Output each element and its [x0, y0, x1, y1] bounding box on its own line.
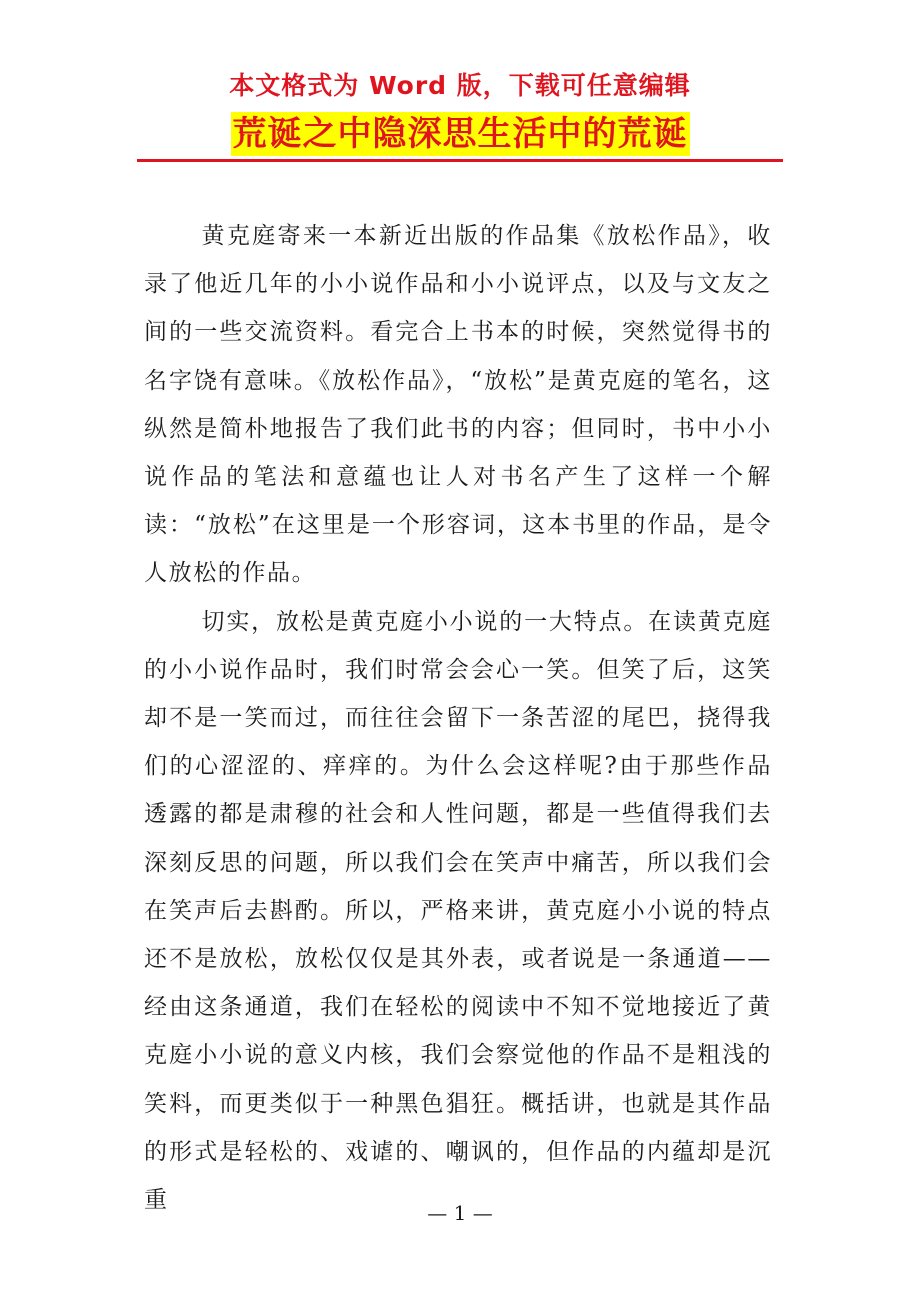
document-title: 荒诞之中隐深思生活中的荒诞: [232, 114, 688, 154]
document-body: [144, 212, 772, 1224]
body-paragraph-2: 切实，放松是黄克庭小小说的一大特点。在读黄克庭的小小说作品时，我们时常会会心一笑。但笑了后，这笑却不是一笑而过，而往往会留下一条苦涩的尾巴，挠得我们的心涩涩的、痒痒的。为什么会这样呢?由于那些作品透露的都是肃穆的社会和人性问题，都是一些值得我们去深刻反思的问题，所以我们会在笑声中痛苦，所以我们会在笑声后去斟酌。所以，严格来讲，黄克庭小小说的特点还不是放松，放松仅仅是其外表，或者说是一条通道——经由这条通道，我们在轻松的阅读中不知不觉地接近了黄克庭小小说的意义内核，我们会察觉他的作品不是粗浅的笑料，而更类似于一种黑色猖狂。概括讲，也就是其作品的形式是轻松的、戏谑的、嘲讽的，但作品的内蕴却是沉重: [144, 608, 772, 1214]
body-paragraph-1: 黄克庭寄来一本新近出版的作品集《放松作品》，收录了他近几年的小小说作品和小小说评点，以及与文友之间的一些交流资料。看完合上书本的时候，突然觉得书的名字饶有意味。《放松作品》，“放松”是黄克庭的笔名，这纵然是简朴地报告了我们此书的内容；但同时，书中小小说作品的笔法和意蕴也让人对书名产生了这样一个解读：“放松”在这里是一个形容词，这本书里的作品，是令人放松的作品。: [144, 223, 772, 587]
title-divider: [137, 159, 783, 162]
format-notice: 本文格式为 Word 版，下载可任意编辑: [229, 71, 691, 100]
page-number: — 1 —: [427, 1201, 493, 1225]
title-container: [0, 112, 920, 156]
